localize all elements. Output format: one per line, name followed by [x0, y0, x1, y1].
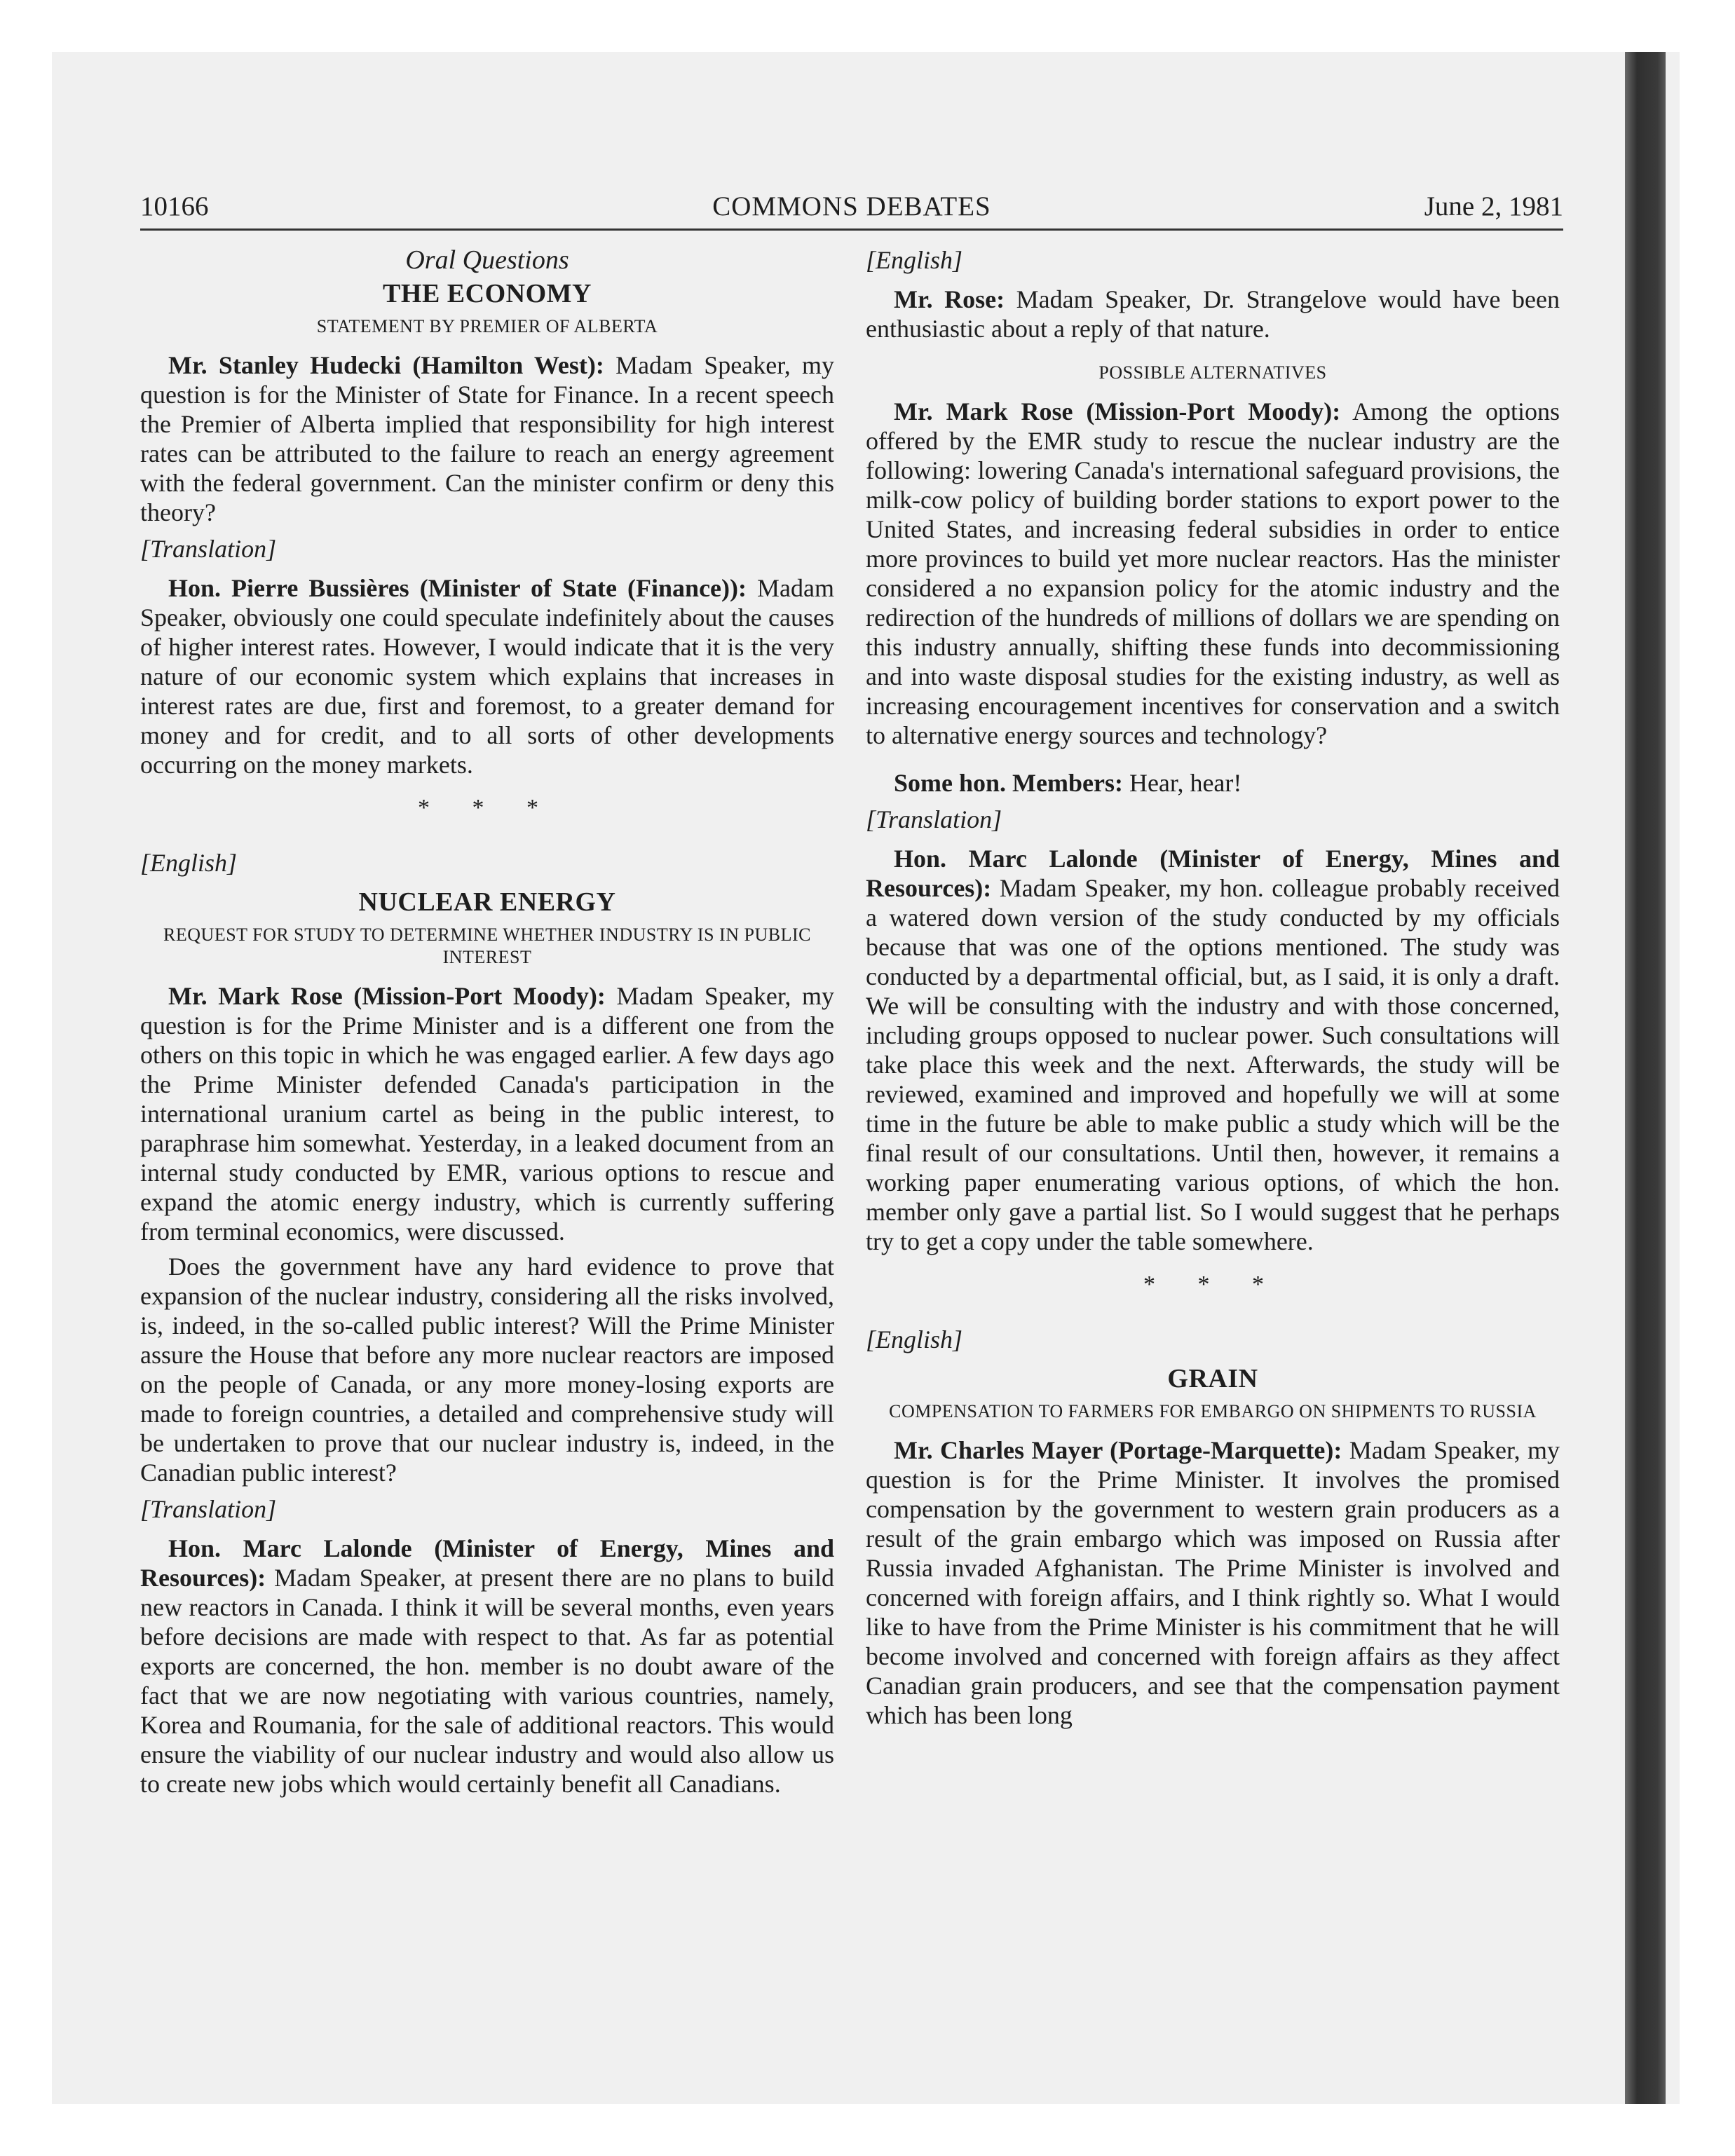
paragraph: [140, 350, 834, 527]
language-marker: [English]: [866, 246, 963, 274]
speech-text: Madam Speaker, obviously one could speculate indefinitely about the causes of higher interest rates. However, I would indicate that it is the very nature of our economic system which explains that increases in interest rates are due, first and foremost, to a greater demand for money and for credit, and to all sorts of other developments occurring on the money markets.: [140, 574, 834, 779]
speech-text: Madam Speaker, my question is for the Minister of State for Finance. In a recent speech the Premier of Alberta implied that responsibility for high interest rates can be attributed to the failure to reach an energy agreement with the federal government. Can the minister confirm or deny this theory?: [140, 351, 834, 526]
left-column: [140, 238, 834, 1799]
language-marker: [Translation]: [866, 805, 1002, 833]
paragraph: [140, 981, 834, 1246]
alternatives-subheading: POSSIBLE ALTERNATIVES: [1098, 362, 1327, 383]
page-header: [140, 186, 1563, 231]
paragraph: [140, 573, 834, 779]
speech-text: Hear, hear!: [1122, 769, 1242, 797]
speaker-name: Mr. Mark Rose (Mission-Port Moody):: [894, 397, 1341, 425]
nuclear-heading: NUCLEAR ENERGY: [358, 887, 616, 917]
page-binding-edge: [1625, 52, 1666, 2104]
language-marker: [English]: [866, 1325, 963, 1353]
paragraph: [866, 397, 1560, 750]
speech-text: Madam Speaker, at present there are no plans to build new reactors in Canada. I think it will be several months, even years before decisions are made with respect to that. As far as potential exports are concerned, the hon. member is no doubt aware of the fact that we are now negotiating with various countries, namely, Korea and Roumania, for the sale of additional reactors. This would ensure the viability of our nuclear industry and would also allow us to create new jobs which would certainly benefit all Canadians.: [140, 1564, 834, 1798]
section-separator: * * *: [1143, 1271, 1282, 1297]
language-marker: [English]: [140, 849, 238, 877]
speaker-name: Mr. Charles Mayer (Portage-Marquette):: [894, 1436, 1342, 1464]
nuclear-subheading: REQUEST FOR STUDY TO DETERMINE WHETHER INDUSTRY IS IN PUBLIC INTEREST: [163, 925, 811, 967]
speaker-name: Hon. Marc Lalonde (Minister of Energy, Mines and Resources):: [866, 845, 1560, 902]
speaker-name: Hon. Pierre Bussières (Minister of State (Finance)):: [168, 574, 747, 602]
paragraph: [866, 768, 1560, 798]
speaker-name: Mr. Rose:: [894, 285, 1005, 313]
speaker-name: Hon. Marc Lalonde (Minister of Energy, Mines and Resources):: [140, 1534, 834, 1592]
language-marker: [Translation]: [140, 1495, 277, 1523]
section-label: Oral Questions: [405, 245, 569, 275]
paragraph: [866, 1435, 1560, 1730]
economy-subheading: STATEMENT BY PREMIER OF ALBERTA: [316, 316, 658, 336]
grain-subheading: COMPENSATION TO FARMERS FOR EMBARGO ON SHIPMENTS TO RUSSIA: [889, 1401, 1537, 1421]
speech-text: Madam Speaker, my hon. colleague probably received a watered down version of the study conducted by my officials because that was one of the options mentioned. The study was conducted by a departmental official, but, as I said, it is only a draft. We will be consulting with the industry and with those concerned, including groups opposed to nuclear power. Such consultations will take place this week and the next. Afterwards, the study will be reviewed, examined and improved and hopefully we will at some time in the future be able to make public a study which will be the final result of our consultations. Until then, however, it remains a working paper enumerating various options, of which the hon. member only gave a partial list. So I would suggest that he perhaps try to get a copy under the table somewhere.: [866, 874, 1560, 1255]
speech-text: Madam Speaker, my question is for the Prime Minister. It involves the promised compensation by the government to western grain producers as a result of the grain embargo which was imposed on Russia after Russia invaded Afghanistan. The Prime Minister is involved and concerned with foreign affairs, and I think rightly so. What I would like to have from the Prime Minister is his commitment that he will become involved and concerned with foreign affairs as they affect Canadian grain producers, and see that the compensation payment which has been long: [866, 1436, 1560, 1729]
speech-text: Madam Speaker, my question is for the Prime Minister and is a different one from the others on this topic in which he was engaged earlier. A few days ago the Prime Minister defended Canada's participation in the international uranium cartel as being in the public interest, to paraphrase him somewhat. Yesterday, in a leaked document from an internal study conducted by EMR, various options to rescue and expand the atomic energy industry, which is currently suffering from terminal economics, were discussed.: [140, 982, 834, 1246]
paragraph: [140, 1534, 834, 1799]
speech-text: Madam Speaker, Dr. Strangelove would have been enthusiastic about a reply of that nature.: [866, 285, 1560, 343]
language-marker: [Translation]: [140, 535, 277, 563]
publication-date: June 2, 1981: [1424, 191, 1563, 221]
page-number: 10166: [140, 191, 209, 221]
right-column: [866, 238, 1560, 1730]
grain-heading: GRAIN: [1167, 1364, 1258, 1393]
section-separator: * * *: [418, 795, 557, 821]
speech-text: Among the options offered by the EMR study to rescue the nuclear industry are the following: lowering Canada's international safeguard provisions, the milk-cow policy of building border stations to export power to the United States, and increasing federal subsidies in order to entice more provinces to build yet more nuclear reactors. Has the minister considered a no expansion policy for the atomic industry and the redirection of the hundreds of millions of dollars we are spending on this industry annually, shifting these funds into decommissioning and into waste disposal studies for the existing industry, as well as increasing encouragement incentives for conservation and a switch to alternative energy sources and technology?: [866, 397, 1560, 749]
publication-title: COMMONS DEBATES: [712, 191, 991, 221]
paragraph: [866, 285, 1560, 343]
speaker-name: Mr. Mark Rose (Mission-Port Moody):: [168, 982, 606, 1010]
economy-heading: THE ECONOMY: [383, 279, 592, 308]
speaker-name: Mr. Stanley Hudecki (Hamilton West):: [168, 351, 604, 379]
paragraph: Does the government have any hard evidence to prove that expansion of the nuclear industry, considering all the risks involved, is, indeed, in the so-called public interest? Will the Prime Minister assure the House that before any more nuclear reactors are imposed on the people of Canada, or any more money-losing exports are made to foreign countries, a detailed and comprehensive study will be undertaken to prove that our nuclear industry is, indeed, in the Canadian public interest?: [140, 1253, 834, 1487]
paragraph: [866, 844, 1560, 1256]
speaker-name: Some hon. Members:: [894, 769, 1123, 797]
